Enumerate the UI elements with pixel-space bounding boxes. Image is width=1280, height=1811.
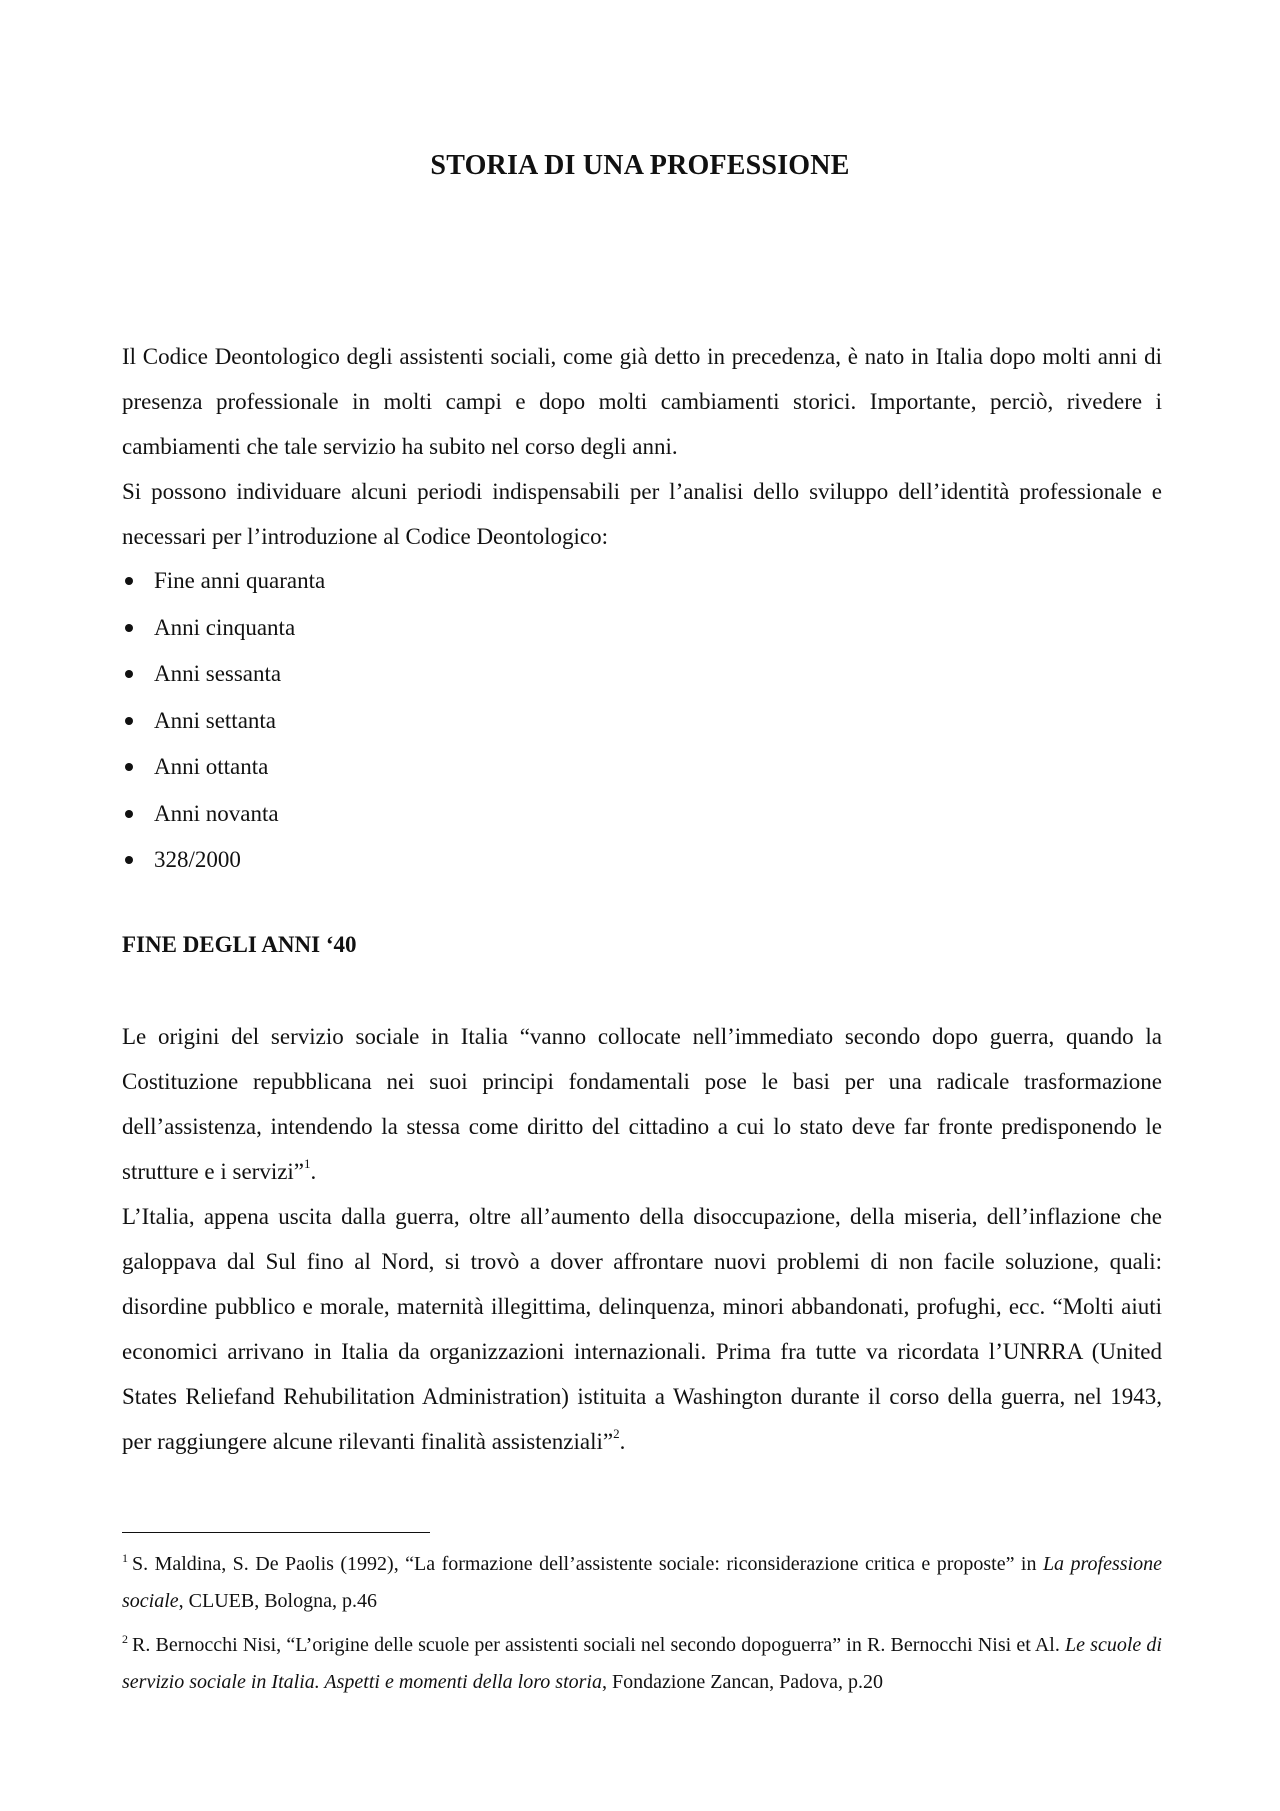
list-item-label: 328/2000: [154, 847, 241, 872]
footnotes: [122, 1540, 1162, 1701]
bullet-icon: [125, 763, 133, 771]
bullet-icon: [125, 670, 133, 678]
bullet-icon: [125, 856, 133, 864]
footnote-1: [122, 1540, 1162, 1620]
list-item-label: Fine anni quaranta: [154, 568, 326, 593]
bullet-icon: [125, 810, 133, 818]
paragraph-text: L’Italia, appena uscita dalla guerra, oltre all’aumento della disoccupazione, della miseria, dell’inflazione che galoppava dal Sul fino al Nord, si trovò a dover affrontare nuovi problemi di non facile soluzione, quali: disordine pubblico e morale, maternità illegittima, delinquenza, minori abbandonati, profughi, ecc. “Molti aiuti economici arrivano in Italia da organizzazioni internazionali. Prima fra tutte va ricordata l’UNRRA (United States Reliefand Rehubilitation Administration) istituita a Washington durante il corso della guerra, nel 1943, per raggiungere alcune rilevanti finalità assistenziali”: [122, 1204, 1162, 1454]
list-item: [122, 698, 325, 745]
footnote-tail: , Fondazione Zancan, Padova, p.20: [601, 1671, 884, 1693]
list-item: [122, 744, 325, 791]
list-item: [122, 558, 325, 605]
section-paragraph-1: [122, 1014, 1162, 1194]
list-item: [122, 791, 325, 838]
section-heading: FINE DEGLI ANNI ‘40: [122, 932, 357, 957]
footnote-mark: 2: [122, 1632, 128, 1646]
list-item: [122, 837, 325, 884]
list-item-label: Anni ottanta: [154, 754, 269, 779]
paragraph-end: .: [619, 1429, 626, 1454]
intro-paragraph-2: Si possono individuare alcuni periodi indispensabili per l’analisi dello sviluppo dell’identità professionale e necessari per l’introduzione al Codice Deontologico:: [122, 479, 1162, 549]
list-item: [122, 651, 325, 698]
paragraph-text: Le origini del servizio sociale in Italia “vanno collocate nell’immediato secondo dopo guerra, quando la Costituzione repubblicana nei suoi principi fondamentali pose le basi per una radicale trasformazione dell’assistenza, intendendo la stessa come diritto del cittadino a cui lo stato deve far fronte predisponendo le strutture e i servizi”: [122, 1024, 1162, 1184]
bullet-icon: [125, 624, 133, 632]
footnote-divider: [122, 1532, 430, 1533]
section-body: [122, 1014, 1162, 1464]
footnote-2: [122, 1621, 1162, 1701]
intro-paragraph-1: Il Codice Deontologico degli assistenti sociali, come già detto in precedenza, è nato in Italia dopo molti anni di presenza professionale in molti campi e dopo molti cambiamenti storici. Importante, perciò, rivedere i cambiamenti che tale servizio ha subito nel corso degli anni.: [122, 344, 1162, 459]
footnote-ref-1[interactable]: 1: [304, 1156, 311, 1172]
footnote-text: S. Maldina, S. De Paolis (1992), “La formazione dell’assistente sociale: riconsiderazione critica e proposte” in: [132, 1553, 1043, 1575]
section-paragraph-2: [122, 1194, 1162, 1464]
footnote-tail: , CLUEB, Bologna, p.46: [178, 1590, 377, 1612]
list-item: [122, 605, 325, 652]
bullet-icon: [125, 717, 133, 725]
footnote-italic: Le scuole di servizio sociale in Italia. Aspetti e momenti della loro storia: [122, 1634, 1162, 1693]
bullet-icon: [125, 577, 133, 585]
list-item-label: Anni cinquanta: [154, 614, 296, 640]
footnote-ref-2[interactable]: 2: [613, 1426, 620, 1442]
list-item-label: Anni settanta: [154, 707, 276, 733]
page-title: STORIA DI UNA PROFESSIONE: [430, 150, 850, 181]
footnote-mark: 1: [122, 1551, 128, 1565]
footnote-text: R. Bernocchi Nisi, “L’origine delle scuole per assistenti sociali nel secondo dopoguerra” in R. Bernocchi Nisi et Al.: [132, 1634, 1066, 1656]
paragraph-end: .: [310, 1159, 317, 1184]
intro-section: [122, 334, 1162, 559]
periods-list: [122, 558, 325, 884]
list-item-label: Anni novanta: [154, 800, 279, 826]
list-item-label: Anni sessanta: [154, 661, 282, 686]
footnote-italic: La professione sociale: [122, 1553, 1162, 1612]
